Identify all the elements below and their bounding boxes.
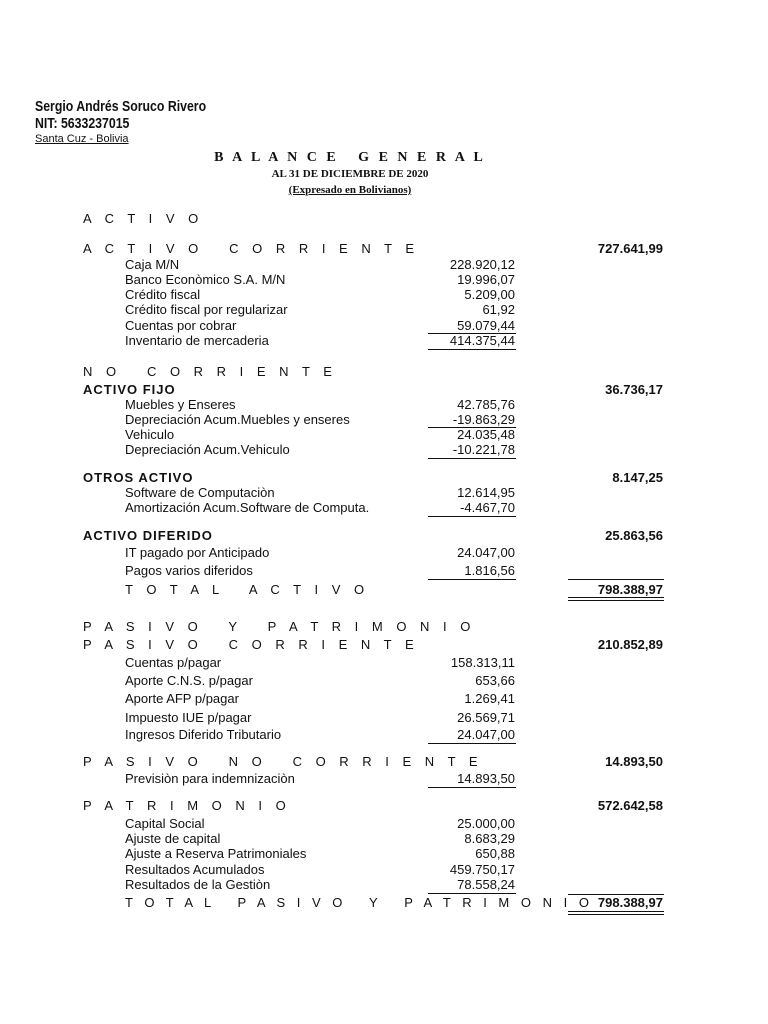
report-currency-note: (Expresado en Bolivianos) <box>288 184 412 196</box>
line-item-value: 5.209,00 <box>464 287 515 302</box>
activo-heading: A C T I V O <box>83 211 204 226</box>
line-item-label: Ajuste de capital <box>125 831 221 846</box>
otros-activo-total: 8.147,25 <box>612 470 663 485</box>
line-item-label: Aporte C.N.S. p/pagar <box>125 673 253 688</box>
line-item-label: Banco Econòmico S.A. M/N <box>125 272 286 287</box>
line-item-value: -4.467,70 <box>460 500 515 515</box>
line-item-value: 24.035,48 <box>457 427 515 442</box>
line-item-value: 26.569,71 <box>457 710 515 725</box>
line-item-label: Depreciación Acum.Vehiculo <box>125 442 290 457</box>
line-item-value: 12.614,95 <box>457 485 515 500</box>
patrimonio-heading: P A T R I M O N I O <box>83 798 291 813</box>
double-total-rule <box>568 911 664 915</box>
report-date: AL 31 DE DICIEMBRE DE 2020 <box>271 168 429 180</box>
line-item-value: 653,66 <box>475 673 515 688</box>
line-item-value: -10.221,78 <box>452 442 515 457</box>
subtotal-rule <box>428 349 516 350</box>
no-corriente-heading: N O C O R R I E N T E <box>83 364 337 379</box>
line-item-label: Muebles y Enseres <box>125 397 236 412</box>
line-item-label: Capital Social <box>125 816 205 831</box>
line-item-label: Impuesto IUE p/pagar <box>125 710 252 725</box>
otros-activo-heading: OTROS ACTIVO <box>83 470 194 485</box>
line-item-label: Pagos varios diferidos <box>125 563 253 578</box>
line-item-value: 650,88 <box>475 846 515 861</box>
line-item-value: 459.750,17 <box>449 862 515 877</box>
line-item-value: 59.079,44 <box>457 318 515 333</box>
line-item-value: 78.558,24 <box>457 877 515 892</box>
line-item-label: Ingresos Diferido Tributario <box>125 727 282 742</box>
line-item-label: Vehiculo <box>125 427 175 442</box>
line-item-value: 8.683,29 <box>464 831 515 846</box>
subtotal-rule <box>428 516 516 517</box>
pasivo-corriente-total: 210.852,89 <box>597 637 663 652</box>
line-item-label: Ajuste a Reserva Patrimoniales <box>125 846 307 861</box>
line-item-value: 228.920,12 <box>449 257 515 272</box>
subtotal-rule <box>428 787 516 788</box>
total-activo-value: 798.388,97 <box>597 582 663 597</box>
line-item-label: Resultados Acumulados <box>125 862 265 877</box>
total-rule <box>568 579 664 580</box>
pasivo-no-corriente-total: 14.893,50 <box>605 754 663 769</box>
line-item-label: Cuentas p/pagar <box>125 655 222 670</box>
report-title: B A L A N C E G E N E R A L <box>214 150 486 165</box>
line-item-value: 1.816,56 <box>464 563 515 578</box>
line-item-value: 14.893,50 <box>457 771 515 786</box>
total-pasivo-patrimonio-label: T O T A L P A S I V O Y P A T R I M O N I O <box>125 895 593 910</box>
pasivo-corriente-heading: P A S I V O C O R R I E N T E <box>83 637 419 652</box>
line-item-value: 42.785,76 <box>457 397 515 412</box>
line-item-label: Amortización Acum.Software de Computa. <box>125 500 370 515</box>
line-item-value: 25.000,00 <box>457 816 515 831</box>
subtotal-rule <box>428 458 516 459</box>
line-item-value: 24.047,00 <box>457 545 515 560</box>
nit-number: NIT: 5633237015 <box>35 115 130 132</box>
pasivo-no-corriente-heading: P A S I V O N O C O R R I E N T E <box>83 754 483 769</box>
activo-corriente-heading: A C T I V O C O R R I E N T E <box>83 241 420 256</box>
owner-name: Sergio Andrés Soruco Rivero <box>35 98 207 115</box>
subtotal-rule <box>428 743 516 744</box>
subtotal-rule <box>428 579 516 580</box>
pasivo-patrimonio-heading: P A S I V O Y P A T R I M O N I O <box>83 619 476 634</box>
line-item-label: Aporte AFP p/pagar <box>125 691 239 706</box>
activo-fijo-heading: ACTIVO FIJO <box>83 382 176 397</box>
activo-corriente-total: 727.641,99 <box>597 241 663 256</box>
subtotal-rule <box>428 893 516 894</box>
line-item-label: Crédito fiscal por regularizar <box>125 302 288 317</box>
activo-fijo-total: 36.736,17 <box>605 382 663 397</box>
total-pasivo-patrimonio-value: 798.388,97 <box>597 895 663 910</box>
location-link[interactable]: Santa Cuz - Bolivia <box>35 133 129 145</box>
activo-diferido-total: 25.863,56 <box>605 528 663 543</box>
line-item-label: Resultados de la Gestiòn <box>125 877 271 892</box>
line-item-value: 61,92 <box>482 302 515 317</box>
line-item-label: Depreciación Acum.Muebles y enseres <box>125 412 350 427</box>
line-item-label: Software de Computaciòn <box>125 485 275 500</box>
line-item-label: Crédito fiscal <box>125 287 201 302</box>
double-total-rule <box>568 597 664 601</box>
line-item-label: Inventario de mercaderia <box>125 333 269 348</box>
line-item-label: Caja M/N <box>125 257 180 272</box>
total-activo-label: T O T A L A C T I V O <box>125 582 370 597</box>
line-item-value: -19.863,29 <box>452 412 515 427</box>
line-item-label: Previsiòn para indemnizaciòn <box>125 771 295 786</box>
line-item-label: IT pagado por Anticipado <box>125 545 270 560</box>
line-item-value: 19.996,07 <box>457 272 515 287</box>
line-item-value: 1.269,41 <box>464 691 515 706</box>
line-item-value: 24.047,00 <box>457 727 515 742</box>
activo-diferido-heading: ACTIVO DIFERIDO <box>83 528 213 543</box>
line-item-label: Cuentas por cobrar <box>125 318 237 333</box>
patrimonio-total: 572.642,58 <box>597 798 663 813</box>
line-item-value: 414.375,44 <box>449 333 515 348</box>
line-item-value: 158.313,11 <box>450 655 515 670</box>
